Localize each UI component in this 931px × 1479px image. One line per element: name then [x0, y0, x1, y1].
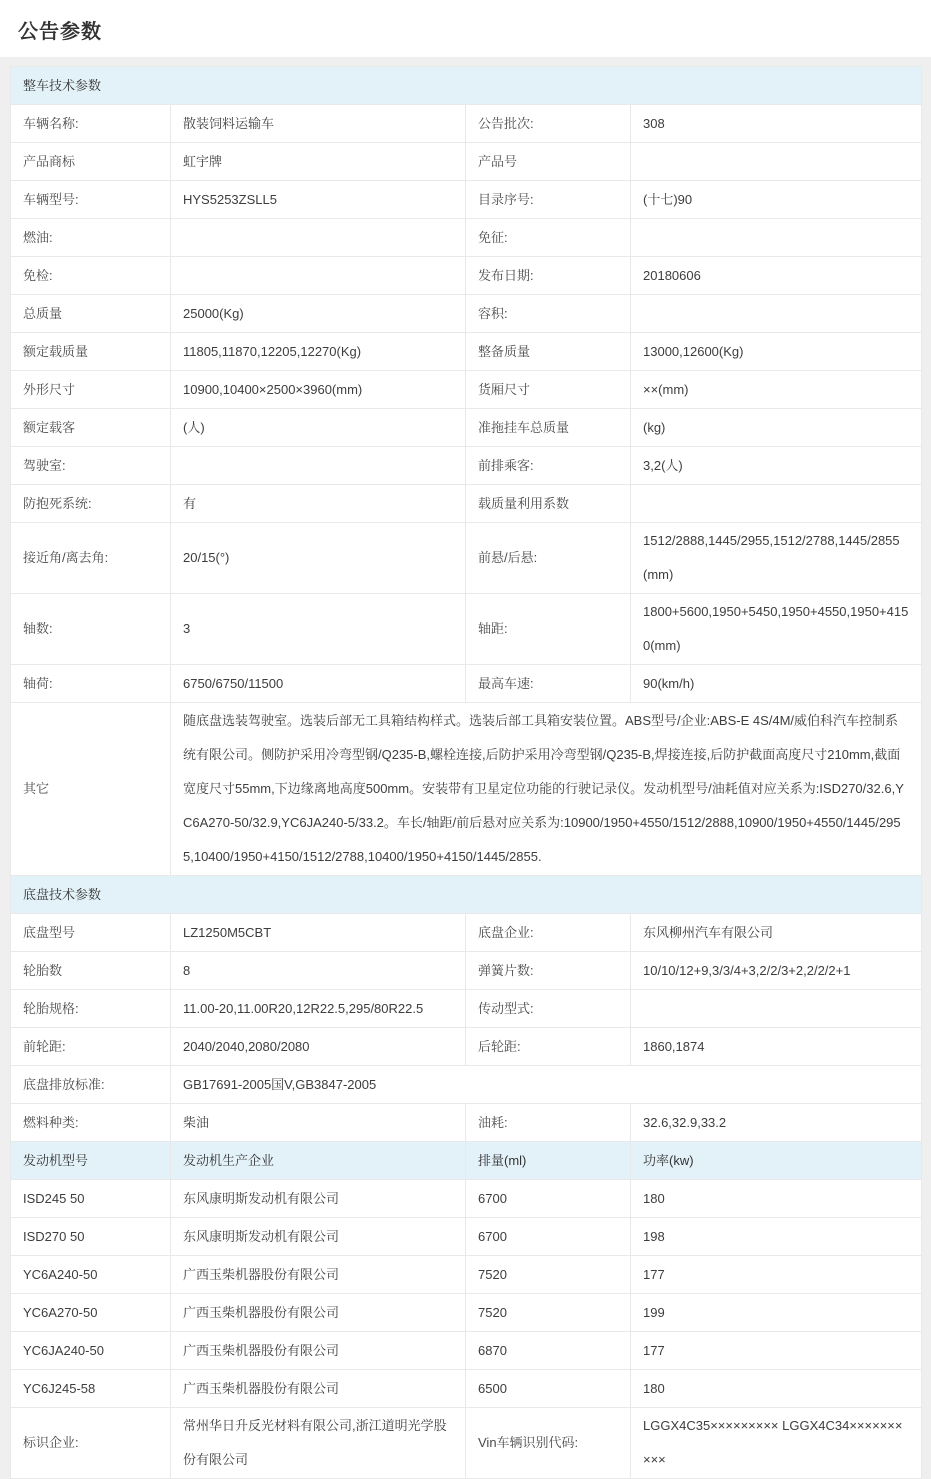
- param-label: 燃油:: [11, 219, 171, 257]
- param-label: 标识企业:: [11, 1408, 171, 1479]
- param-label: 前轮距:: [11, 1028, 171, 1066]
- table-row: [11, 447, 922, 485]
- table-row: [11, 594, 922, 665]
- table-row: [11, 219, 922, 257]
- param-label: 产品号: [466, 143, 631, 181]
- engine-power: 198: [631, 1218, 922, 1256]
- engine-manufacturer: 广西玉柴机器股份有限公司: [171, 1370, 466, 1408]
- param-value: (十七)90: [631, 181, 922, 219]
- engine-model: YC6JA240-50: [11, 1332, 171, 1370]
- param-value: GB17691-2005国V,GB3847-2005: [171, 1066, 922, 1104]
- param-value: 308: [631, 105, 922, 143]
- param-value: [171, 257, 466, 295]
- table-row-emission: [11, 1066, 922, 1104]
- engine-col-header-displacement: 排量(ml): [466, 1142, 631, 1180]
- parameters-table: [10, 66, 922, 1479]
- engine-displacement: 6870: [466, 1332, 631, 1370]
- param-label: 油耗:: [466, 1104, 631, 1142]
- param-value: 3,2(人): [631, 447, 922, 485]
- engine-displacement: 6500: [466, 1370, 631, 1408]
- engine-row: [11, 1256, 922, 1294]
- param-label: 载质量利用系数: [466, 485, 631, 523]
- engine-header-row: [11, 1142, 922, 1180]
- param-label: 弹簧片数:: [466, 952, 631, 990]
- param-label: 车辆型号:: [11, 181, 171, 219]
- table-row: [11, 952, 922, 990]
- table-row: [11, 143, 922, 181]
- engine-model: YC6A240-50: [11, 1256, 171, 1294]
- engine-row: [11, 1294, 922, 1332]
- param-value: 10/10/12+9,3/3/4+3,2/2/3+2,2/2/2+1: [631, 952, 922, 990]
- param-label: 公告批次:: [466, 105, 631, 143]
- parameters-content: [10, 66, 921, 1479]
- param-value: 3: [171, 594, 466, 665]
- param-value: [171, 219, 466, 257]
- param-label: 轴距:: [466, 594, 631, 665]
- param-label: 额定载质量: [11, 333, 171, 371]
- engine-displacement: 6700: [466, 1218, 631, 1256]
- engine-manufacturer: 东风康明斯发动机有限公司: [171, 1218, 466, 1256]
- table-row: [11, 1104, 922, 1142]
- param-label: 轮胎规格:: [11, 990, 171, 1028]
- param-label: 准拖挂车总质量: [466, 409, 631, 447]
- param-value: 1800+5600,1950+5450,1950+4550,1950+4150(mm): [631, 594, 922, 665]
- param-value: 90(km/h): [631, 665, 922, 703]
- param-value: [631, 485, 922, 523]
- table-row: [11, 665, 922, 703]
- param-label: 驾驶室:: [11, 447, 171, 485]
- param-label: 其它: [11, 703, 171, 876]
- engine-manufacturer: 广西玉柴机器股份有限公司: [171, 1256, 466, 1294]
- param-value: 有: [171, 485, 466, 523]
- engine-row: [11, 1332, 922, 1370]
- engine-col-header-model: 发动机型号: [11, 1142, 171, 1180]
- param-label: 前悬/后悬:: [466, 523, 631, 594]
- engine-power: 199: [631, 1294, 922, 1332]
- param-label: 车辆名称:: [11, 105, 171, 143]
- param-value: 柴油: [171, 1104, 466, 1142]
- param-value: 6750/6750/11500: [171, 665, 466, 703]
- param-label: 轴荷:: [11, 665, 171, 703]
- param-value: ××(mm): [631, 371, 922, 409]
- section-header-vehicle: 整车技术参数: [11, 67, 922, 105]
- param-label: 容积:: [466, 295, 631, 333]
- param-label: 传动型式:: [466, 990, 631, 1028]
- param-label: 总质量: [11, 295, 171, 333]
- param-value: (人): [171, 409, 466, 447]
- table-row: [11, 1028, 922, 1066]
- param-value: 10900,10400×2500×3960(mm): [171, 371, 466, 409]
- engine-power: 177: [631, 1332, 922, 1370]
- param-value: [171, 447, 466, 485]
- param-value: 虹宇牌: [171, 143, 466, 181]
- engine-power: 180: [631, 1370, 922, 1408]
- param-value: 2040/2040,2080/2080: [171, 1028, 466, 1066]
- engine-displacement: 6700: [466, 1180, 631, 1218]
- engine-col-header-manufacturer: 发动机生产企业: [171, 1142, 466, 1180]
- param-value: 13000,12600(Kg): [631, 333, 922, 371]
- param-value: [631, 295, 922, 333]
- engine-row: [11, 1218, 922, 1256]
- param-label: 底盘企业:: [466, 914, 631, 952]
- param-value: 东风柳州汽车有限公司: [631, 914, 922, 952]
- param-value: 1512/2888,1445/2955,1512/2788,1445/2855(mm): [631, 523, 922, 594]
- table-row: [11, 523, 922, 594]
- param-value: LZ1250M5CBT: [171, 914, 466, 952]
- engine-col-header-power: 功率(kw): [631, 1142, 922, 1180]
- param-value: (kg): [631, 409, 922, 447]
- table-row: [11, 485, 922, 523]
- engine-power: 177: [631, 1256, 922, 1294]
- engine-displacement: 7520: [466, 1256, 631, 1294]
- table-row: [11, 257, 922, 295]
- param-label: 底盘排放标准:: [11, 1066, 171, 1104]
- param-label: 轮胎数: [11, 952, 171, 990]
- engine-model: YC6A270-50: [11, 1294, 171, 1332]
- param-value: 11.00-20,11.00R20,12R22.5,295/80R22.5: [171, 990, 466, 1028]
- page-header: [0, 0, 931, 57]
- param-value: [631, 143, 922, 181]
- table-row: [11, 990, 922, 1028]
- engine-manufacturer: 广西玉柴机器股份有限公司: [171, 1332, 466, 1370]
- param-value: [631, 219, 922, 257]
- section-row-vehicle: [11, 67, 922, 105]
- param-value: 20/15(°): [171, 523, 466, 594]
- param-label: 燃料种类:: [11, 1104, 171, 1142]
- engine-manufacturer: 广西玉柴机器股份有限公司: [171, 1294, 466, 1332]
- engine-displacement: 7520: [466, 1294, 631, 1332]
- param-label: 最高车速:: [466, 665, 631, 703]
- param-label: 防抱死系统:: [11, 485, 171, 523]
- engine-power: 180: [631, 1180, 922, 1218]
- param-value: 32.6,32.9,33.2: [631, 1104, 922, 1142]
- param-value-other: 随底盘选装驾驶室。选装后部无工具箱结构样式。选装后部工具箱安装位置。ABS型号/企业:ABS-E 4S/4M/威伯科汽车控制系统有限公司。侧防护采用冷弯型钢/Q235-B,螺栓连接,后防护采用冷弯型钢/Q235-B,焊接连接,后防护截面高度尺寸210mm,截面宽度尺寸55mm,下边缘离地高度500mm。安装带有卫星定位功能的行驶记录仪。发动机型号/油耗值对应关系为:ISD270/32.6,YC6A270-50/32.9,YC6JA240-5/33.2。车长/轴距/前后悬对应关系为:10900/1950+4550/1512/2888,10900/1950+4550/1445/2955,10400/1950+4150/1512/2788,10400/1950+4150/1445/2855.: [171, 703, 922, 876]
- param-label: 产品商标: [11, 143, 171, 181]
- param-label: 外形尺寸: [11, 371, 171, 409]
- engine-model: ISD270 50: [11, 1218, 171, 1256]
- engine-row: [11, 1370, 922, 1408]
- param-value: 常州华日升反光材料有限公司,浙江道明光学股份有限公司: [171, 1408, 466, 1479]
- param-label: 免征:: [466, 219, 631, 257]
- table-row: [11, 295, 922, 333]
- param-label: 额定载客: [11, 409, 171, 447]
- param-value: [631, 990, 922, 1028]
- engine-row: [11, 1180, 922, 1218]
- param-label: 轴数:: [11, 594, 171, 665]
- param-label: 免检:: [11, 257, 171, 295]
- page-title: 公告参数: [18, 21, 102, 43]
- param-label: 底盘型号: [11, 914, 171, 952]
- param-value: 20180606: [631, 257, 922, 295]
- table-row: [11, 105, 922, 143]
- param-label: 发布日期:: [466, 257, 631, 295]
- param-value: 11805,11870,12205,12270(Kg): [171, 333, 466, 371]
- param-value: HYS5253ZSLL5: [171, 181, 466, 219]
- param-label: 货厢尺寸: [466, 371, 631, 409]
- engine-manufacturer: 东风康明斯发动机有限公司: [171, 1180, 466, 1218]
- section-row-chassis: [11, 876, 922, 914]
- engine-model: ISD245 50: [11, 1180, 171, 1218]
- engine-model: YC6J245-58: [11, 1370, 171, 1408]
- param-value: 散装饲料运输车: [171, 105, 466, 143]
- param-value: 8: [171, 952, 466, 990]
- param-label: 整备质量: [466, 333, 631, 371]
- param-label: 目录序号:: [466, 181, 631, 219]
- table-row: [11, 914, 922, 952]
- footer-row: [11, 1408, 922, 1479]
- param-value: 25000(Kg): [171, 295, 466, 333]
- table-row: [11, 409, 922, 447]
- param-value: 1860,1874: [631, 1028, 922, 1066]
- param-label: Vin车辆识别代码:: [466, 1408, 631, 1479]
- table-row-other: [11, 703, 922, 876]
- table-row: [11, 371, 922, 409]
- param-label: 前排乘客:: [466, 447, 631, 485]
- param-label: 接近角/离去角:: [11, 523, 171, 594]
- table-row: [11, 181, 922, 219]
- param-value: LGGX4C35××××××××× LGGX4C34××××××××××: [631, 1408, 922, 1479]
- section-header-chassis: 底盘技术参数: [11, 876, 922, 914]
- param-label: 后轮距:: [466, 1028, 631, 1066]
- table-row: [11, 333, 922, 371]
